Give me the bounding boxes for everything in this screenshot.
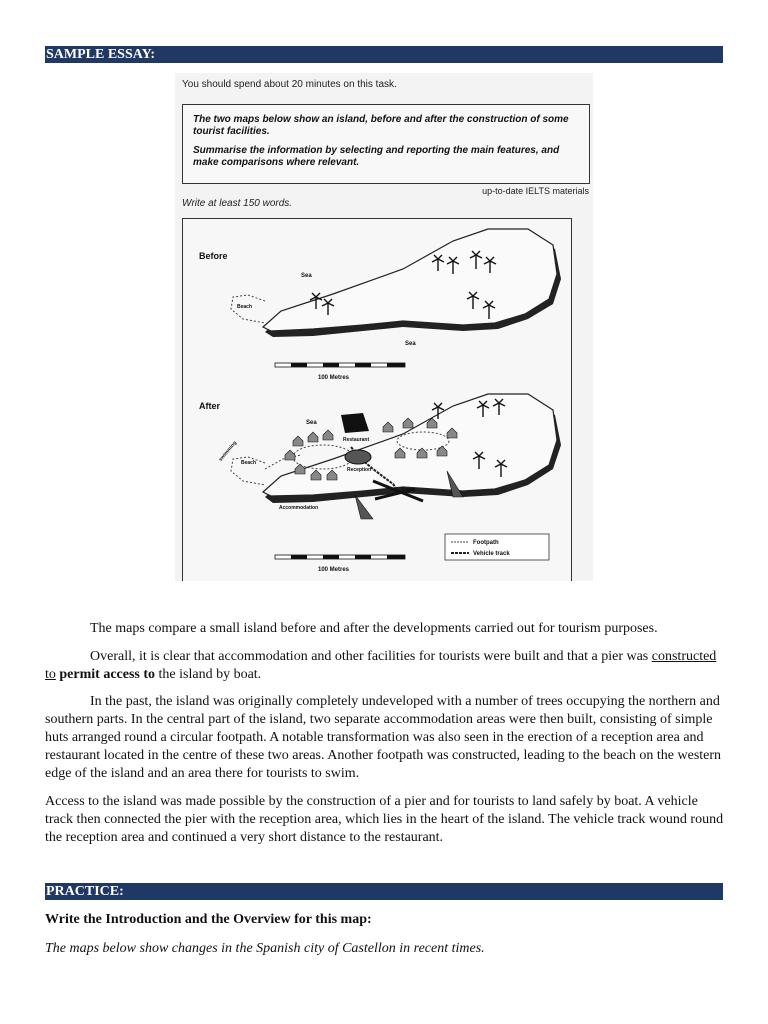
reception-building [345,450,371,464]
after-swimming-label: swimming [217,440,239,463]
after-scale-label: 100 Metres [318,567,350,573]
hut-icon [383,422,393,432]
after-pier-label: Pier [401,487,411,493]
before-sea-bottom-label: Sea [405,341,416,347]
legend [445,534,549,560]
after-scale-bar [275,555,405,573]
section-header-practice: PRACTICE: [45,883,723,900]
essay-p2-underlined: constructed to [45,649,717,682]
after-footpath-beach [265,455,301,469]
task-figure [175,73,593,581]
island-maps [182,218,572,581]
before-scale-bar [275,363,405,381]
practice-instruction: Write the Introduction and the Overview for this map: [45,912,372,927]
hut-icon [285,450,295,460]
before-beach-label: Beach [237,304,253,310]
before-island [263,229,557,331]
task-time-note: You should spend about 20 minutes on this task. [182,79,397,90]
after-beach-label: Beach [241,460,257,466]
hut-icon [293,436,303,446]
after-accommodation-label: Accommodation [279,505,319,511]
essay-p2-text: Overall, it is clear that accommodation and other facilities for tourists were built and that a pier was [90,649,652,664]
before-sea-top-label: Sea [301,273,312,279]
hut-icon [323,430,333,440]
essay-p2-end: the island by boat. [155,667,262,682]
essay-paragraph-1: The maps compare a small island before and after the developments carried out for tourism purposes. [90,621,658,636]
task-word-count: Write at least 150 words. [182,198,293,209]
task-prompt-1: The two maps below show an island, before and after the construction of some tourist facilities. [193,114,569,137]
section-header-sample-essay: SAMPLE ESSAY: [45,46,723,63]
essay-paragraph-4: Access to the island was made possible by the construction of a pier and for tourists to land safely by boat. A vehicle track then connected the pier with the reception area, which lies in the heart of the island. The vehicle track wound round the reception area and continued a very short distance to the restaurant. [45,794,724,845]
essay-paragraph-2 [45,648,725,684]
task-source: up-to-date IELTS materials [482,186,589,196]
task-prompt-2: Summarise the information by selecting and reporting the main features, and make comparisons where relevant. [193,145,560,168]
island-maps-drawing [183,219,573,582]
practice-prompt: The maps below show changes in the Spanish city of Castellon in recent times. [45,941,485,956]
after-reception-label: Reception [347,467,372,473]
after-title: After [199,401,221,411]
after-sea-label: Sea [306,420,317,426]
legend-vehicle-label: Vehicle track [473,551,510,557]
essay-paragraph-3: In the past, the island was originally completely undeveloped with a number of trees occupying the northern and southern parts. In the central part of the island, two separate accommodation areas were then built, consisting of simple huts arranged round a circular footpath. A notable transformation was also seen in the erection of a reception area and restaurant located in the centre of these two areas. Another footpath was constructed, leading to the beach on the western edge of the island and an area there for tourists to swim. [45,694,722,781]
after-restaurant-label: Restaurant [343,437,370,443]
restaurant-building [341,413,369,433]
hut-icon [403,418,413,428]
before-title: Before [199,251,228,261]
after-island [263,394,557,496]
boat-icon [355,495,373,519]
hut-icon [308,432,318,442]
legend-footpath-label: Footpath [473,540,499,546]
before-scale-label: 100 Metres [318,375,350,381]
task-prompt-box [182,104,590,184]
essay-p2-bold: permit access to [59,667,156,682]
hut-icon [295,464,305,474]
